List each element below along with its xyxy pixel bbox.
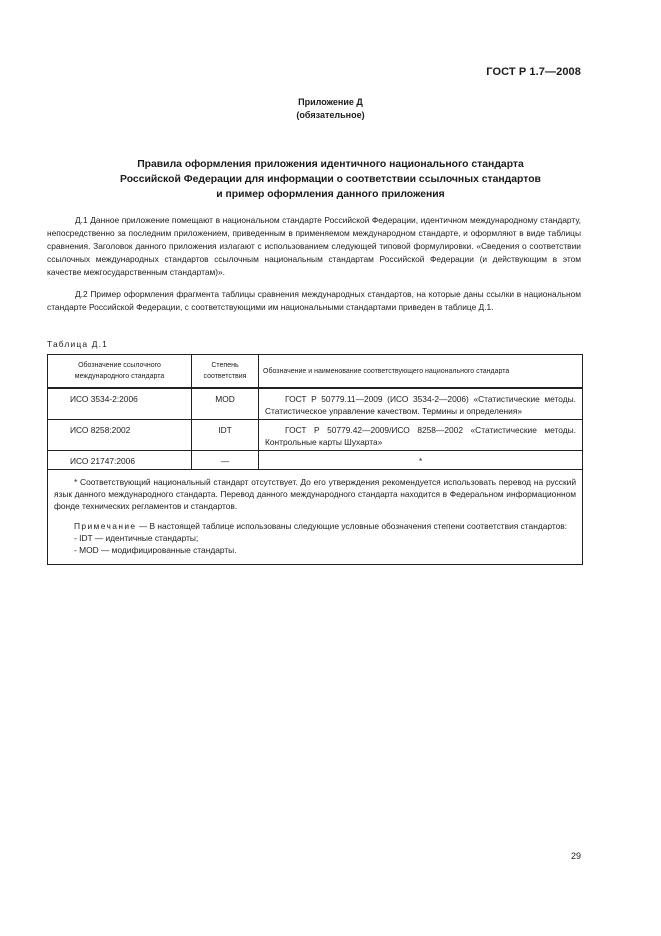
title-line-2: Российской Федерации для информации о соответствии ссылочных стандартов <box>120 174 541 185</box>
cell-degree: IDT <box>192 420 259 451</box>
table-row <box>48 420 583 451</box>
appendix-label: Приложение Д <box>298 97 363 107</box>
table-footer-row <box>48 470 583 565</box>
table-footer <box>48 470 583 565</box>
cell-degree: — <box>192 451 259 470</box>
note-item-mod: - MOD — модифицированные стандарты. <box>74 545 237 555</box>
cell-degree: MOD <box>192 388 259 420</box>
document-code: ГОСТ Р 1.7—2008 <box>486 66 581 78</box>
table-row <box>48 451 583 470</box>
title-line-1: Правила оформления приложения идентичного национального стандарта <box>137 159 524 170</box>
table-row <box>48 388 583 420</box>
table-note <box>54 520 576 532</box>
cell-iso: ИСО 8258:2002 <box>48 420 192 451</box>
cell-iso: ИСО 21747:2006 <box>48 451 192 470</box>
comparison-table <box>47 354 583 565</box>
note-text: — В настоящей таблице использованы следующие условные обозначения степени соответствия стандартов: <box>138 521 568 531</box>
table-label: Таблица Д.1 <box>47 339 109 349</box>
header-degree: Степень соответствия <box>192 355 259 389</box>
paragraph-d2: Д.2 Пример оформления фрагмента таблицы сравнения международных стандартов, на которые даны ссылки в национальном стандарте Российской Федерации, с соответствующими им национальными стандартами приведен в таблице Д.1. <box>47 289 581 312</box>
paragraph-d1: Д.1 Данное приложение помещают в национальном стандарте Российской Федерации, идентичном международному стандарту, непосредственно за последним приложением, приведенным в применяемом международном стандарте, и оформляют в виде таблицы сравнения. Заголовок данного приложения излагают с использованием следующей типовой формулировки. «Сведения о соответствии ссылочных международных стандартов ссылочным национальным стандартам Российской Федерации (и действующим в этом качестве межгосударственным стандартам)». <box>47 215 581 277</box>
note-item-idt: - IDT — идентичные стандарты; <box>74 533 199 543</box>
cell-iso: ИСО 3534-2:2006 <box>48 388 192 420</box>
appendix-status: (обязательное) <box>296 110 365 120</box>
table-footnote: * Соответствующий национальный стандарт отсутствует. До его утверждения рекомендуется использовать перевод на русский язык данного международного стандарта. Перевод данного международного стандарта находится в Федеральном информационном фонде технических регламентов и стандартов. <box>54 477 576 511</box>
header-national: Обозначение и наименование соответствующего национального стандарта <box>259 355 583 389</box>
cell-national: ГОСТ Р 50779.42—2009/ИСО 8258—2002 «Статистические методы. Контрольные карты Шухарта» <box>259 420 583 451</box>
header-iso: Обозначение ссылочного международного стандарта <box>48 355 192 389</box>
table-header-row <box>48 355 583 389</box>
section-title <box>80 157 581 202</box>
cell-national: * <box>259 451 583 470</box>
title-line-3: и пример оформления данного приложения <box>216 189 445 200</box>
cell-national: ГОСТ Р 50779.11—2009 (ИСО 3534-2—2006) «Статистические методы. Статистическое управление качеством. Термины и определения» <box>259 388 583 420</box>
page-number: 29 <box>570 851 581 861</box>
note-label: Примечание <box>74 521 137 531</box>
appendix-heading <box>0 96 661 122</box>
